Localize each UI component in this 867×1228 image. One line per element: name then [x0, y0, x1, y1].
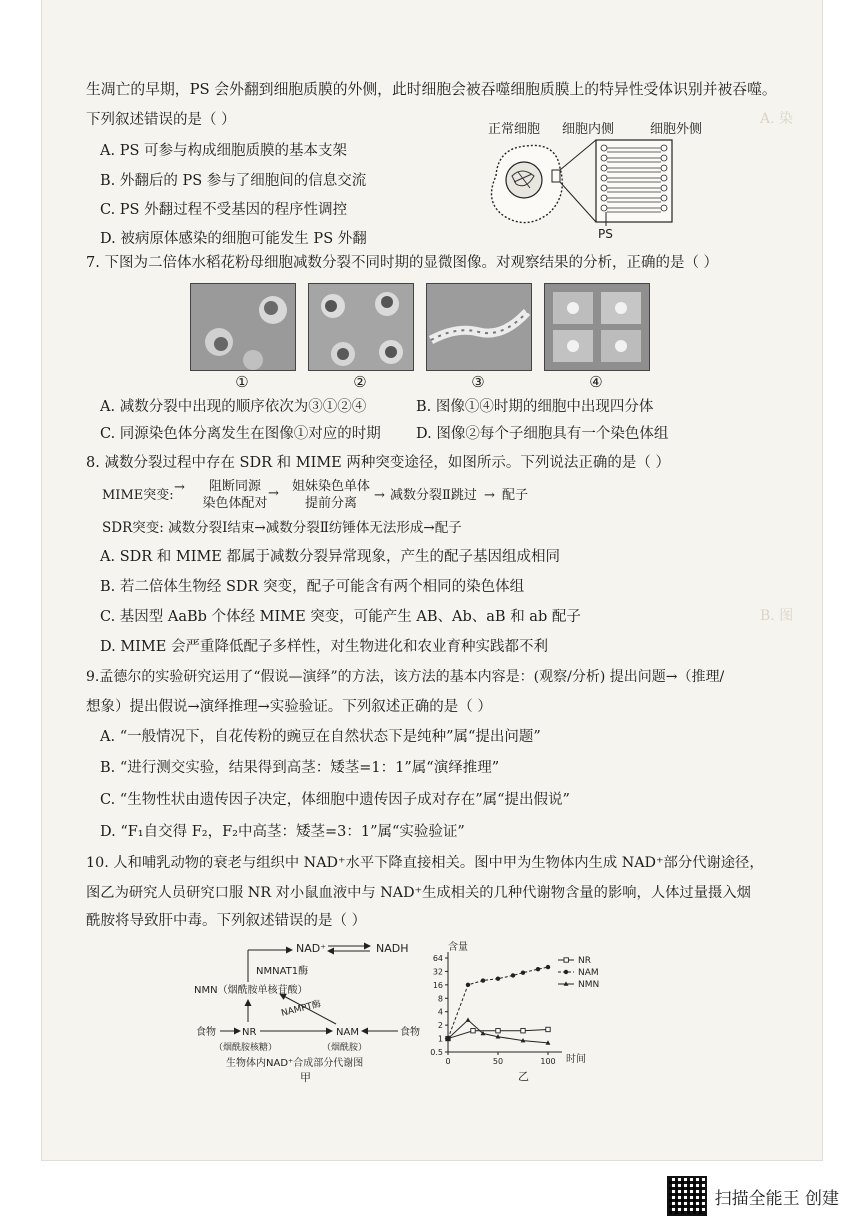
data-point-nr: [471, 1029, 475, 1033]
q10-stem-1: 10. 人和哺乳动物的衰老与组织中 NAD⁺水平下降直接相关。图中甲为生物体内生成 NAD⁺部分代谢途径，: [86, 855, 764, 871]
mime-arrow-4: →: [484, 488, 495, 503]
q9-option-c: C. “生物性状由遗传因子决定，体细胞中遗传因子成对存在”属“提出假说”: [100, 792, 570, 808]
q9-stem-1: 9.孟德尔的实验研究运用了“假说—演绎”的方法，该方法的基本内容是：(观察/分析) 提出问题→（推理/: [86, 669, 725, 685]
nmn-label: NMN（烟酰胺单核苷酸）: [194, 985, 308, 996]
q8-option-a: A. SDR 和 MIME 都属于减数分裂异常现象，产生的配子基因组成相同: [100, 549, 560, 565]
y-tick-label: 16: [432, 980, 443, 990]
q9-stem-2: 想象）提出假说→演绎推理→实验验证。下列叙述正确的是（ ）: [86, 699, 492, 715]
data-point-nam: [481, 978, 485, 982]
x-tick-label: 50: [492, 1057, 504, 1066]
scanner-brand: 扫描全能王 创建: [714, 1188, 839, 1209]
legend-marker: [564, 970, 568, 974]
y-tick-label: 64: [432, 954, 443, 963]
q10-stem-3: 酰胺将导致肝中毒。下列叙述错误的是（ ）: [86, 913, 367, 929]
micrograph-2: [308, 283, 414, 371]
q6-option-a: A. PS 可参与构成细胞质膜的基本支架: [100, 143, 347, 159]
mime-step-1a: 阻断同源: [208, 479, 261, 494]
q7-option-c: C. 同源染色体分离发生在图像①对应的时期: [100, 426, 381, 442]
q7-stem: 7. 下图为二倍体水稻花粉母细胞减数分裂不同时期的显微图像。对观察结果的分析，正确的是（ ）: [86, 255, 719, 271]
micrograph-3: [426, 283, 532, 371]
data-point-nam: [536, 967, 540, 971]
y-tick-label: 4: [437, 1007, 443, 1017]
qr-code-icon: [667, 1176, 707, 1216]
data-point-nam: [546, 965, 550, 969]
nr-label: NR: [242, 1027, 257, 1038]
ps-membrane-figure: [478, 118, 740, 240]
q8-stem: 8. 减数分裂过程中存在 SDR 和 MIME 两种突变途径，如图所示。下列说法正确的是（ ）: [86, 455, 670, 471]
data-point-nam: [466, 983, 470, 987]
data-point-nmn: [466, 1017, 471, 1021]
scanner-watermark: [667, 1176, 839, 1216]
mime-step-3: 减数分裂Ⅱ跳过: [390, 488, 477, 503]
legend-marker: [564, 958, 568, 962]
legend-label-nam: NAM: [578, 968, 599, 978]
q8-option-b: B. 若二倍体生物经 SDR 突变，配子可能含有两个相同的染色体组: [100, 579, 525, 595]
x-tick-label: 0: [445, 1057, 451, 1066]
data-point-nr: [546, 1027, 550, 1031]
q8-option-d: D. MIME 会严重降低配子多样性，对生物进化和农业育种实践都不利: [100, 639, 548, 655]
y-tick-label: 0.5: [430, 1048, 443, 1057]
x-tick-label: 100: [540, 1057, 556, 1066]
panel-jia-label: 甲: [300, 1071, 311, 1084]
q6-option-b: B. 外翻后的 PS 参与了细胞间的信息交流: [100, 173, 367, 189]
mime-step-1b: 染色体配对: [202, 496, 268, 511]
mime-arrow-1: →: [174, 480, 185, 495]
label-cell-outer: 细胞外侧: [650, 122, 703, 137]
data-point-nam: [496, 976, 500, 980]
mime-step-2b: 提前分离: [304, 496, 357, 511]
data-point-nam: [511, 973, 515, 977]
q7-option-d: D. 图像②每个子细胞具有一个染色体组: [416, 426, 669, 442]
micrograph-3-label: ③: [471, 373, 485, 391]
y-tick-label: 32: [432, 967, 443, 977]
q9-option-b: B. “进行测交实验，结果得到高茎：矮茎=1：1”属“演绎推理”: [100, 760, 500, 776]
micrograph-2-label: ②: [353, 373, 367, 391]
q9-option-d: D. “F₁自交得 F₂，F₂中高茎：矮茎=3：1”属“实验验证”: [100, 824, 465, 840]
q6-option-c: C. PS 外翻过程不受基因的程序性调控: [100, 202, 348, 218]
y-tick-label: 1: [437, 1034, 443, 1044]
nad-label: NAD⁺: [296, 942, 327, 955]
mime-head: MIME突变:: [102, 488, 174, 503]
food-label-left: 食物: [196, 1027, 216, 1038]
y-tick-label: 8: [437, 994, 443, 1004]
legend-label-nr: NR: [578, 956, 591, 966]
bleed-through: B. 图: [760, 608, 794, 624]
chart-xlabel: 时间: [566, 1054, 586, 1065]
panel-yi-label: 乙: [518, 1070, 529, 1082]
micrograph-4-label: ④: [589, 373, 603, 391]
label-ps: PS: [598, 227, 613, 240]
food-label-right: 食物: [400, 1027, 420, 1038]
pathway-caption: 生物体内NAD⁺合成部分代谢图: [226, 1058, 364, 1069]
micrograph-1-label: ①: [235, 373, 249, 391]
data-point-nr: [521, 1029, 525, 1033]
mime-arrow-2: →: [268, 486, 279, 501]
sdr-pathway: SDR突变: 减数分裂Ⅰ结束→减数分裂Ⅱ纺锤体无法形成→配子: [102, 520, 462, 536]
bleed-through: A. 染: [760, 111, 794, 127]
mime-step-4: 配子: [502, 488, 529, 503]
data-point-nam: [521, 970, 525, 974]
micrograph-1: [190, 283, 296, 371]
data-point-nr: [496, 1029, 500, 1033]
q7-option-b: B. 图像①④时期的细胞中出现四分体: [416, 399, 654, 415]
q8-option-c: C. 基因型 AaBb 个体经 MIME 突变，可能产生 AB、Ab、aB 和 ab 配子: [100, 609, 581, 625]
micrograph-4: [544, 283, 650, 371]
metabolite-chart: [418, 940, 618, 1082]
nam-subtitle: （烟酰胺）: [322, 1043, 368, 1053]
q7-option-a: A. 减数分裂中出现的顺序依次为③①②④: [100, 399, 367, 415]
q6-option-d: D. 被病原体感染的细胞可能发生 PS 外翻: [100, 231, 367, 247]
label-cell-inner: 细胞内侧: [562, 122, 615, 137]
nam-label: NAM: [336, 1027, 359, 1038]
label-normal-cell: 正常细胞: [488, 122, 541, 137]
y-tick-label: 2: [437, 1021, 443, 1031]
nad-pathway-diagram: [186, 936, 436, 1084]
legend-label-nmn: NMN: [578, 980, 600, 990]
mime-arrow-3: →: [374, 488, 385, 503]
nr-subtitle: （烟酰胺核糖）: [214, 1043, 278, 1053]
mime-step-2a: 姐妹染色单体: [291, 479, 370, 494]
intro-line-2: 下列叙述错误的是（ ）: [86, 112, 236, 128]
q9-option-a: A. “一般情况下，自花传粉的豌豆在自然状态下是纯种”属“提出问题”: [100, 729, 541, 745]
nmnat1-enzyme-label: NMNAT1酶: [256, 966, 309, 977]
q10-stem-2: 图乙为研究人员研究口服 NR 对小鼠血液中与 NAD⁺生成相关的几种代谢物含量的影响，人体过量摄入烟: [86, 885, 751, 901]
nadh-label: NADH: [376, 942, 409, 955]
nampt-enzyme-label: NAMPT酶: [280, 999, 323, 1019]
chart-ylabel: 含量: [448, 942, 468, 953]
intro-line-1: 生凋亡的早期，PS 会外翻到细胞质膜的外侧，此时细胞会被吞噬细胞质膜上的特异性受体识别并被吞噬。: [86, 81, 777, 98]
